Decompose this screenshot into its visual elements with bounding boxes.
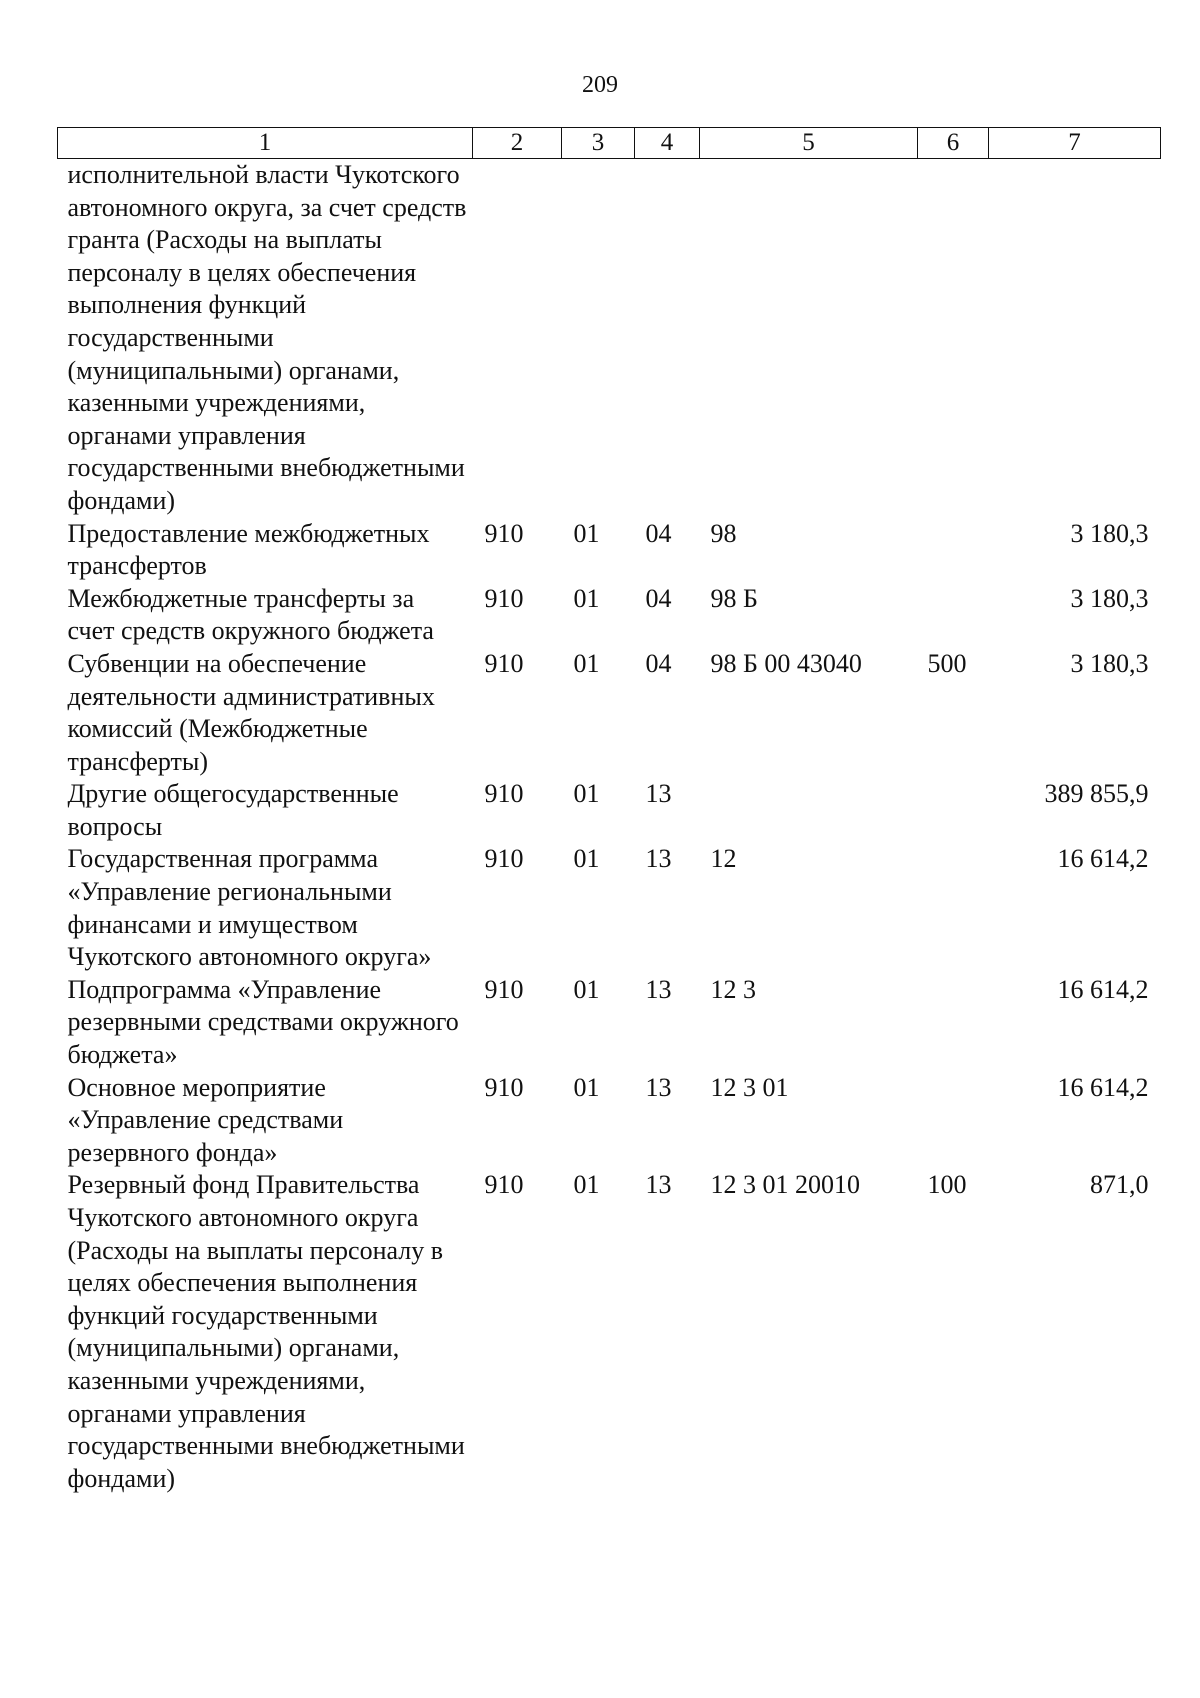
header-col-7: 7 — [989, 128, 1161, 159]
row-grbs — [473, 159, 562, 518]
row-name: Подпрограмма «Управление резервными средствами окружного бюджета» — [67, 974, 459, 1070]
table-row — [58, 974, 1161, 1072]
row-grbs: 910 — [484, 844, 524, 874]
row-pr: 13 — [645, 1072, 672, 1102]
row-pr: 13 — [645, 779, 672, 809]
row-sum: 16 614,2 — [1057, 1072, 1149, 1102]
row-sum: 16 614,2 — [1057, 974, 1149, 1004]
header-col-3: 3 — [562, 128, 635, 159]
header-col-5: 5 — [700, 128, 918, 159]
row-grbs: 910 — [484, 974, 524, 1004]
row-sum: 871,0 — [1090, 1170, 1149, 1200]
row-name: Основное мероприятие «Управление средствами резервного фонда» — [67, 1072, 344, 1167]
row-vr — [918, 974, 989, 1072]
row-rz: 01 — [573, 1072, 600, 1102]
table-row — [58, 1169, 1161, 1495]
row-vr — [918, 159, 989, 518]
row-vr: 100 — [927, 1170, 967, 1200]
row-sum — [989, 159, 1161, 518]
table-row — [58, 1072, 1161, 1170]
header-col-2: 2 — [473, 128, 562, 159]
row-rz: 01 — [573, 648, 600, 678]
row-csr: 12 3 — [710, 974, 756, 1004]
header-col-1: 1 — [58, 128, 473, 159]
row-csr: 98 — [710, 518, 737, 548]
row-csr: 98 Б — [710, 583, 758, 613]
table-row — [58, 518, 1161, 583]
row-pr: 04 — [645, 583, 672, 613]
row-rz: 01 — [573, 779, 600, 809]
row-sum: 3 180,3 — [1070, 648, 1149, 678]
table-row — [58, 648, 1161, 778]
header-row — [58, 128, 1161, 159]
row-csr: 12 — [710, 844, 737, 874]
row-pr: 04 — [645, 648, 672, 678]
row-sum: 3 180,3 — [1070, 518, 1149, 548]
row-pr: 13 — [645, 974, 672, 1004]
table-row — [58, 778, 1161, 843]
row-vr — [918, 1072, 989, 1170]
row-pr: 13 — [645, 1170, 672, 1200]
budget-table — [57, 127, 1161, 1495]
row-name: Субвенции на обеспечение деятельности административных комиссий (Межбюджетные трансферты) — [67, 648, 435, 776]
table-header — [58, 128, 1161, 159]
row-rz — [562, 159, 635, 518]
row-sum: 3 180,3 — [1070, 583, 1149, 613]
budget-table-container — [57, 127, 1160, 1495]
row-rz: 01 — [573, 583, 600, 613]
row-vr: 500 — [927, 648, 967, 678]
row-name: Межбюджетные трансферты за счет средств окружного бюджета — [67, 583, 434, 646]
table-row — [58, 159, 1161, 518]
page-number: 209 — [582, 72, 618, 98]
table-row — [58, 843, 1161, 973]
row-sum: 16 614,2 — [1057, 844, 1149, 874]
row-grbs: 910 — [484, 1170, 524, 1200]
row-csr: 12 3 01 20010 — [710, 1170, 860, 1200]
row-rz: 01 — [573, 1170, 600, 1200]
row-rz: 01 — [573, 974, 600, 1004]
row-grbs: 910 — [484, 583, 524, 613]
row-csr — [700, 778, 918, 843]
row-csr — [700, 159, 918, 518]
table-row — [58, 583, 1161, 648]
row-pr — [635, 159, 700, 518]
header-col-4: 4 — [635, 128, 700, 159]
row-vr — [918, 778, 989, 843]
row-name: Резервный фонд Правительства Чукотского автономного округа (Расходы на выплаты персоналу в целях обеспечения выполнения функций государственными (муниципальными) органами, казенными учреждениями, органами управления государственными внебюджетными фондами) — [67, 1170, 465, 1493]
row-pr: 13 — [645, 844, 672, 874]
row-grbs: 910 — [484, 1072, 524, 1102]
row-sum: 389 855,9 — [1044, 779, 1149, 809]
row-vr — [918, 518, 989, 583]
row-pr: 04 — [645, 518, 672, 548]
row-grbs: 910 — [484, 648, 524, 678]
table-body — [58, 159, 1161, 1496]
row-csr: 12 3 01 — [710, 1072, 789, 1102]
row-name: исполнительной власти Чукотского автономного округа, за счет средств гранта (Расходы на выплаты персоналу в целях обеспечения выполнения функций государственными (муниципальными) органами, казенными учреждениями, органами управления государственными внебюджетными фондами) — [67, 160, 467, 515]
row-name: Государственная программа «Управление региональными финансами и имуществом Чукотского автономного округа» — [67, 844, 432, 972]
row-csr: 98 Б 00 43040 — [710, 648, 862, 678]
row-name: Предоставление межбюджетных трансфертов — [67, 518, 430, 581]
row-vr — [918, 843, 989, 973]
row-grbs: 910 — [484, 518, 524, 548]
row-vr — [918, 583, 989, 648]
row-grbs: 910 — [484, 779, 524, 809]
row-rz: 01 — [573, 844, 600, 874]
header-col-6: 6 — [918, 128, 989, 159]
row-name: Другие общегосударственные вопросы — [67, 779, 399, 841]
row-rz: 01 — [573, 518, 600, 548]
